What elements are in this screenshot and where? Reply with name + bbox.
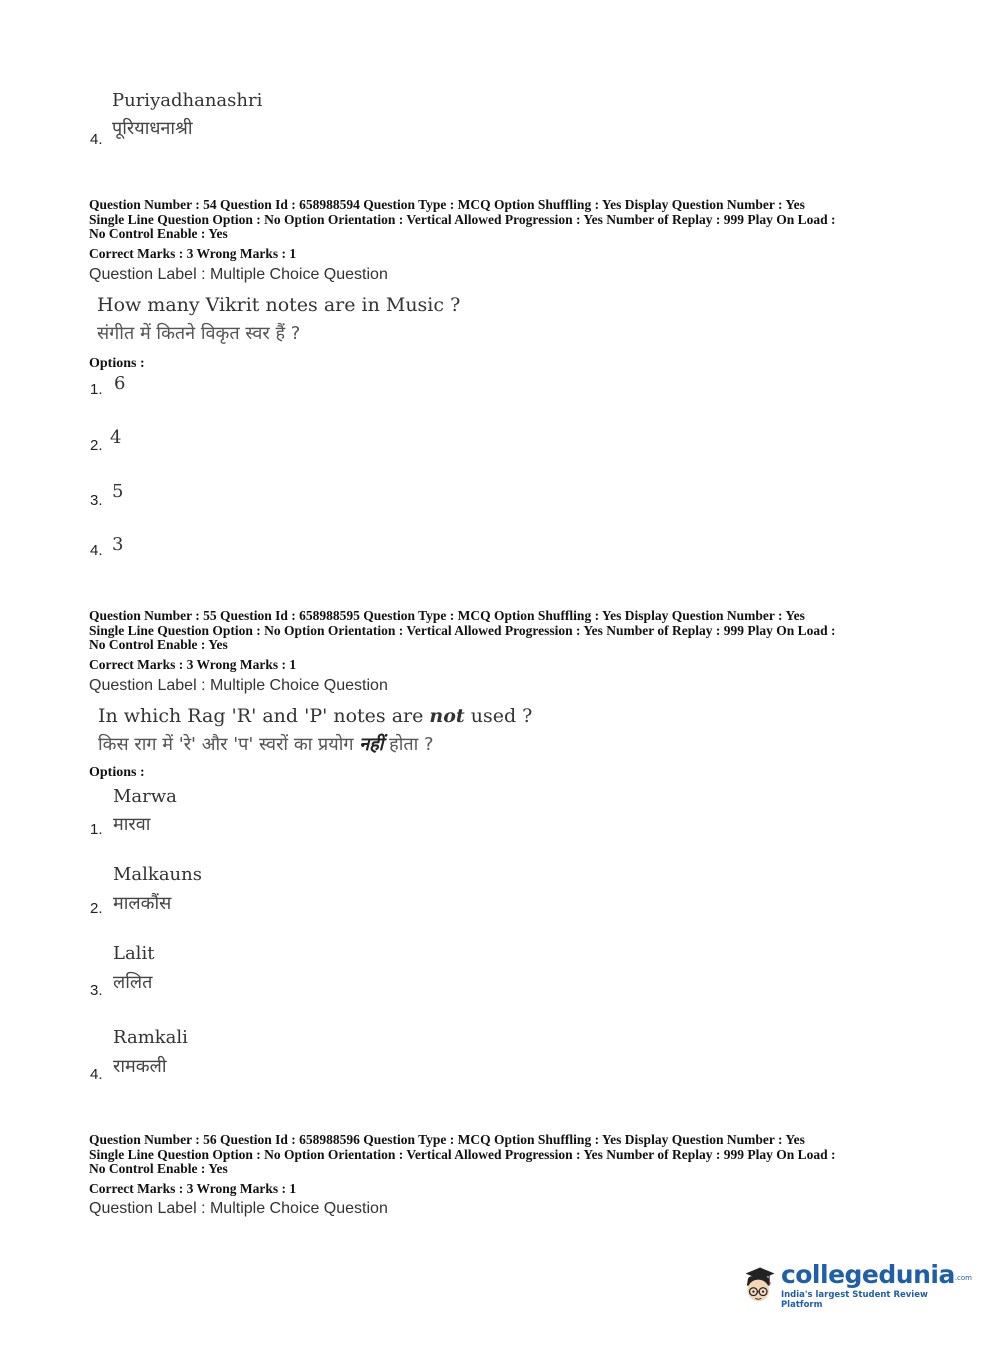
q56-label: Question Label : Multiple Choice Question	[89, 1200, 388, 1217]
q55-option-3-hindi: ललित	[113, 972, 153, 993]
q54-label: Question Label : Multiple Choice Question	[89, 266, 388, 283]
q55-question-english	[98, 705, 532, 727]
q55-meta-line2: Single Line Question Option : No Option Orientation : Vertical Allowed Progression : Yes Number of Replay : 999 Play On Load :	[89, 622, 836, 638]
q55-option-3-english: Lalit	[113, 943, 155, 964]
q56-meta	[89, 1133, 919, 1177]
q55-options-heading: Options :	[89, 765, 145, 780]
q54-meta-line3: No Control Enable : Yes	[89, 226, 228, 241]
logo-brand: collegedunia	[780, 1260, 955, 1289]
q54-option-3-value: 5	[112, 481, 124, 502]
q56-meta-line1: Question Number : 56 Question Id : 658988596 Question Type : MCQ Option Shuffling : Yes Display Question Number : Yes	[89, 1132, 805, 1147]
q55-option-3-number: 3.	[90, 982, 103, 999]
q55-option-4-hindi: रामकली	[113, 1056, 167, 1077]
q55-option-1-hindi: मारवा	[113, 814, 151, 835]
q55-label: Question Label : Multiple Choice Question	[89, 677, 388, 694]
q54-meta	[89, 198, 919, 242]
q55-option-2-hindi: मालकौंस	[113, 893, 172, 914]
logo-tagline: India's largest Student Review Platform	[780, 1290, 928, 1310]
q56-meta-line3: No Control Enable : Yes	[89, 1161, 228, 1176]
q55-meta-line3: No Control Enable : Yes	[89, 637, 228, 652]
q54-option-3-number: 3.	[90, 492, 103, 509]
top-option-number: 4.	[90, 131, 103, 148]
q55-option-2-number: 2.	[90, 900, 103, 917]
q55-question-english-post: used ?	[464, 705, 533, 727]
q54-option-2-number: 2.	[90, 437, 103, 454]
q56-meta-line2: Single Line Question Option : No Option Orientation : Vertical Allowed Progression : Yes Number of Replay : 999 Play On Load :	[89, 1146, 836, 1162]
q55-marks: Correct Marks : 3 Wrong Marks : 1	[89, 657, 297, 672]
q55-option-4-number: 4.	[90, 1066, 103, 1083]
q54-meta-line1: Question Number : 54 Question Id : 658988594 Question Type : MCQ Option Shuffling : Yes Display Question Number : Yes	[89, 197, 805, 212]
q55-question-english-emphasis: not	[429, 705, 465, 727]
q54-option-4-number: 4.	[90, 542, 103, 559]
q55-question-hindi	[98, 732, 434, 756]
q55-option-4-english: Ramkali	[113, 1027, 188, 1048]
q55-option-1-english: Marwa	[113, 786, 177, 807]
q54-question-english: How many Vikrit notes are in Music ?	[97, 294, 461, 316]
q56-marks: Correct Marks : 3 Wrong Marks : 1	[89, 1181, 297, 1196]
q54-meta-line2: Single Line Question Option : No Option Orientation : Vertical Allowed Progression : Yes Number of Replay : 999 Play On Load :	[89, 211, 836, 227]
logo-suffix: .com	[954, 1274, 972, 1282]
q54-options-heading: Options :	[89, 356, 145, 371]
top-option-english: Puriyadhanashri	[112, 90, 263, 111]
q54-option-1-number: 1.	[90, 381, 103, 398]
q55-question-hindi-post: होता ?	[383, 734, 434, 755]
q55-option-1-number: 1.	[90, 821, 103, 838]
q55-question-english-pre: In which Rag 'R' and 'P' notes are	[98, 705, 430, 727]
q55-question-hindi-pre: किस राग में 'रे' और 'प' स्वरों का प्रयोग	[98, 734, 360, 755]
q55-meta	[89, 609, 919, 653]
mascot-icon	[742, 1252, 777, 1318]
top-option-hindi: पूरियाधनाश्री	[112, 118, 193, 139]
q54-option-4-value: 3	[112, 534, 124, 555]
q55-question-hindi-emphasis: नहीं	[359, 734, 384, 755]
q55-meta-line1: Question Number : 55 Question Id : 658988595 Question Type : MCQ Option Shuffling : Yes Display Question Number : Yes	[89, 608, 805, 623]
collegedunia-logo	[742, 1250, 972, 1320]
q54-option-1-value: 6	[114, 373, 126, 394]
q54-marks: Correct Marks : 3 Wrong Marks : 1	[89, 246, 297, 261]
q54-option-2-value: 4	[110, 427, 122, 448]
q54-question-hindi: संगीत में कितने विकृत स्वर हैं ?	[97, 323, 301, 344]
logo-text	[781, 1260, 972, 1310]
q55-option-2-english: Malkauns	[113, 864, 202, 885]
